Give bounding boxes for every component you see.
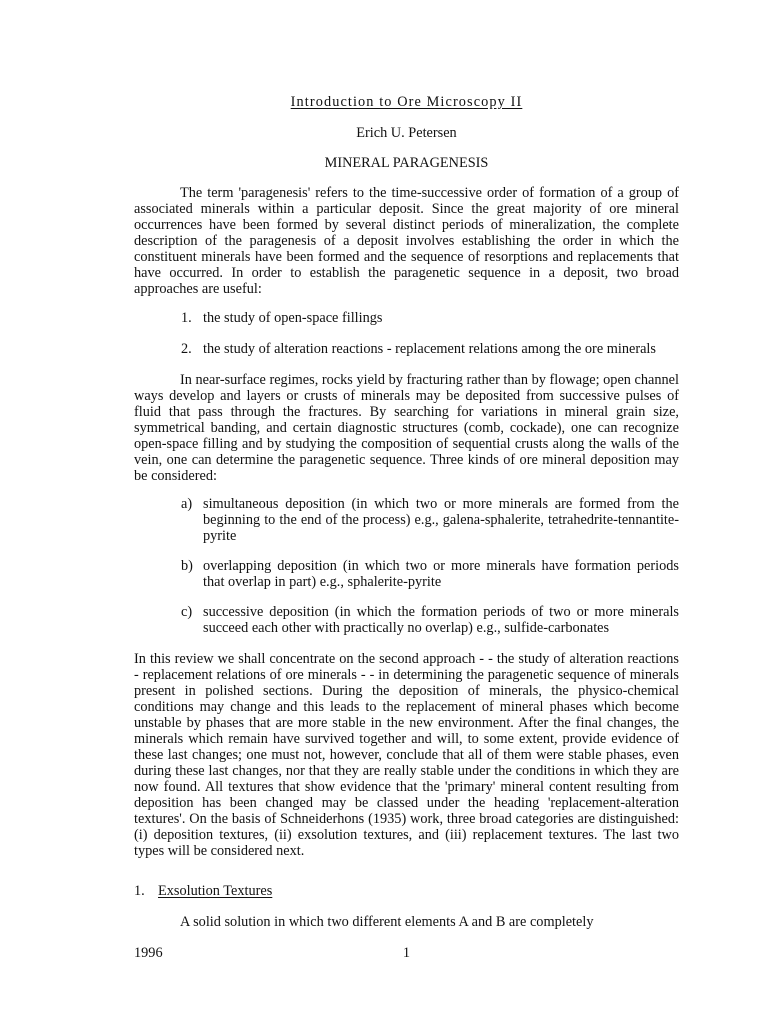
subsection-number: 1. — [134, 883, 145, 899]
list-item — [181, 310, 681, 326]
author-name: Erich U. Petersen — [356, 125, 457, 141]
list-item — [181, 341, 681, 357]
subsection-heading — [134, 883, 272, 899]
paragraph-open-space: In near-surface regimes, rocks yield by fracturing rather than by flowage; open channel ways develop and layers or crusts of minerals may be deposited from successive pulses of fluid that pass through the fractures. By searching for variations in mineral grain size, symmetrical banding, and certain diagnostic structures (comb, cockade), one can recognize open-space filling and by studying the composition of sequential crusts along the walls of the vein, one can determine the paragenetic sequence. Three kinds of ore mineral deposition may be considered: — [134, 372, 679, 484]
paragraph-exsolution: A solid solution in which two different elements A and B are completely — [180, 914, 594, 930]
list-item-text: the study of open-space fillings — [203, 310, 383, 326]
list-item-number: 1. — [181, 310, 192, 326]
list-item-text: successive deposition (in which the formation periods of two or more minerals succeed each other with practically no overlap) e.g., sulfide-carbonates — [203, 604, 679, 636]
list-item — [181, 604, 679, 636]
list-item — [181, 496, 679, 544]
paragraph-review: In this review we shall concentrate on the second approach - - the study of alteration reactions - replacement relations of ore minerals - - in determining the paragenetic sequence of minerals present in polished sections. During the deposition of minerals, the physico-chemical conditions may change and this leads to the replacement of mineral phases which become unstable by phases that are more stable in the new environment. After the final changes, the minerals which remain have survived together and will, to some extent, provide evidence of these last changes; one must not, however, conclude that all of them were stable phases, even during these last changes, nor that they are really stable under the conditions in which they are now found. All textures that show evidence that the 'primary' mineral content resulting from deposition has been changed may be classed under the heading 'replacement-alteration textures'. On the basis of Schneiderhons (1935) work, three broad categories are distinguished: (i) deposition textures, (ii) exsolution textures, and (iii) replacement textures. The last two types will be considered next. — [134, 651, 679, 859]
list-item-text: overlapping deposition (in which two or more minerals have formation periods that overlap in part) e.g., sphalerite-pyrite — [203, 558, 679, 590]
page-number: 1 — [402, 945, 411, 961]
paragraph-intro: The term 'paragenesis' refers to the time-successive order of formation of a group of associated minerals within a particular deposit. Since the great majority of ore mineral occurrences have been formed by several distinct periods of mineralization, the complete description of the paragenesis of a deposit involves establishing the order in which the constituent minerals have been formed and the sequence of resorptions and replacements that have occurred. In order to establish the paragenetic sequence in a deposit, two broad approaches are useful: — [134, 185, 679, 297]
list-item-text: the study of alteration reactions - replacement relations among the ore minerals — [203, 341, 656, 357]
document-title: Introduction to Ore Microscopy II — [290, 94, 523, 110]
list-item-text: simultaneous deposition (in which two or more minerals are formed from the beginning to the end of the process) e.g., galena-sphalerite, tetrahedrite-tennantite-pyrite — [203, 496, 679, 544]
section-heading: MINERAL PARAGENESIS — [324, 155, 489, 171]
subsection-title: Exsolution Textures — [158, 883, 273, 899]
list-item-label: c) — [181, 604, 193, 620]
list-item-label: a) — [181, 496, 193, 512]
list-item — [181, 558, 679, 590]
list-item-label: b) — [181, 558, 193, 574]
list-item-number: 2. — [181, 341, 192, 357]
footer-year: 1996 — [134, 945, 163, 961]
